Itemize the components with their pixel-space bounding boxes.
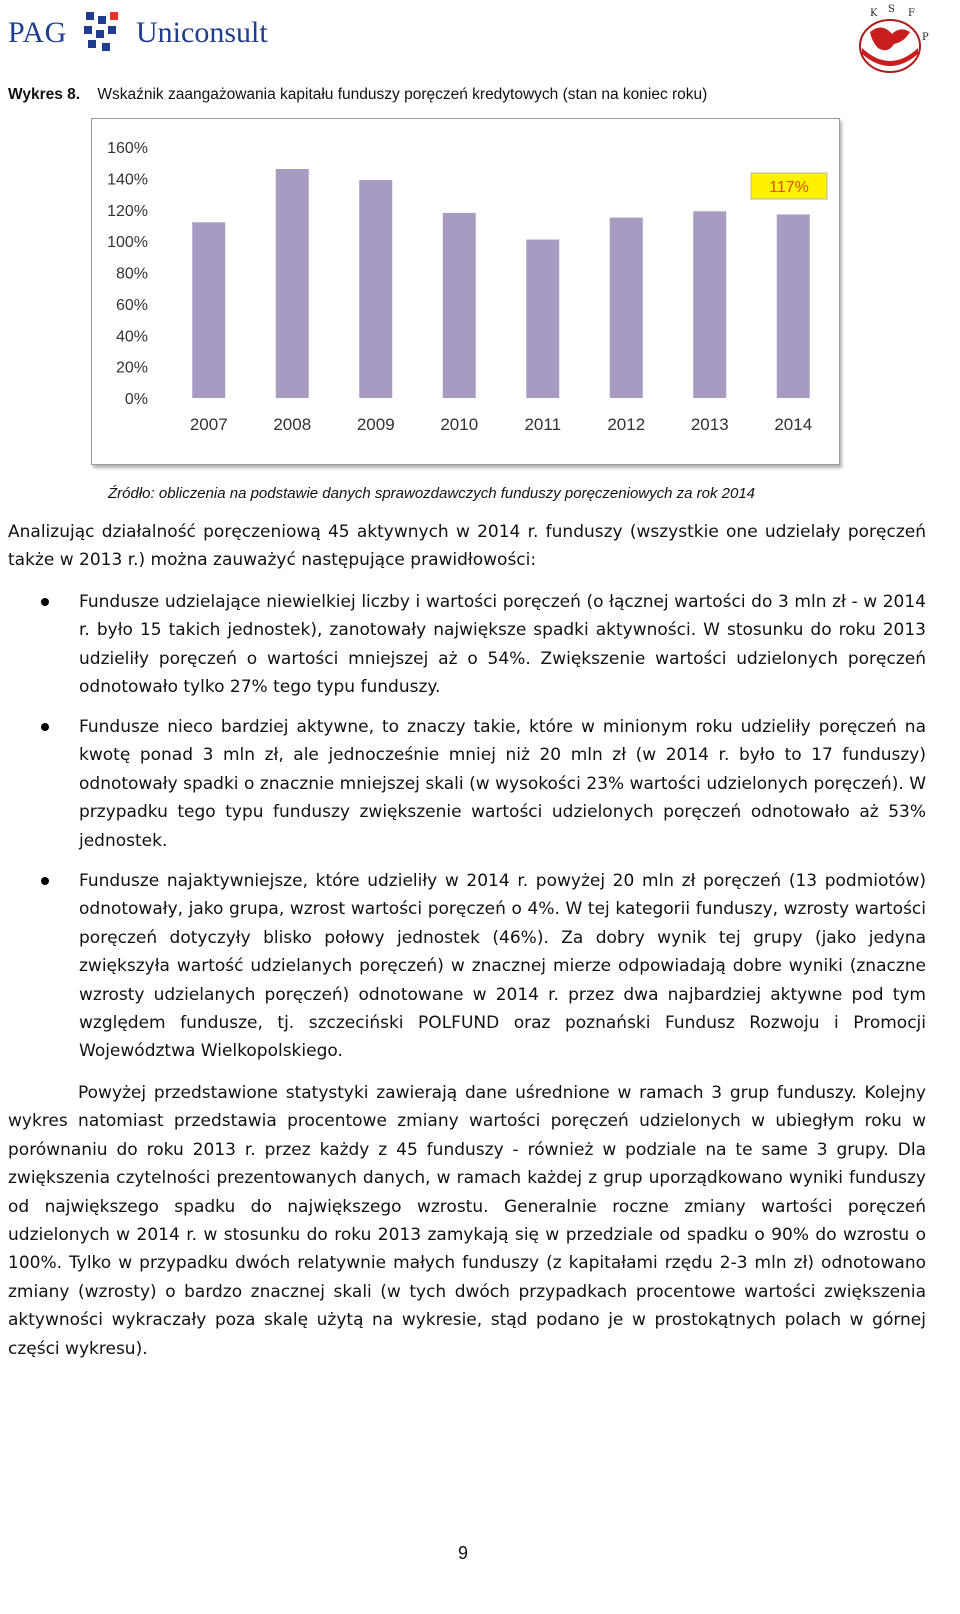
intro-paragraph: Analizując działalność poręczeniową 45 aktywnych w 2014 r. funduszy (wszystkie one udzielały poręczeń także w 2013 r.) można zauważyć następujące prawidłowości: xyxy=(8,522,926,571)
page-number: 9 xyxy=(458,1543,469,1563)
bar-2010 xyxy=(443,213,476,398)
y-tick-label: 60% xyxy=(115,296,148,314)
chart-caption xyxy=(8,86,707,104)
svg-text:S: S xyxy=(888,4,895,15)
logo-pag-text: PAG xyxy=(8,16,67,49)
y-tick-label: 0% xyxy=(124,391,148,408)
svg-text:K: K xyxy=(870,8,878,19)
ksfp-logo xyxy=(848,4,932,76)
y-tick-label: 140% xyxy=(107,171,148,189)
logo-uniconsult-text: Uniconsult xyxy=(136,16,268,49)
bar-2009 xyxy=(359,180,392,398)
x-tick-label: 2008 xyxy=(273,415,312,434)
callout-label: 117% xyxy=(769,179,809,196)
bar-2011 xyxy=(526,240,559,398)
x-tick-label: 2012 xyxy=(607,415,646,434)
bullet-item: Fundusze najaktywniejsze, które udzieliły w 2014 r. powyżej 20 mln zł poręczeń (13 podmiotów) odnotowały, jako grupa, wzrost wartości poręczeń o 4%. W tej kategorii funduszy, wzrosty wartości poręczeń dotyczyły blisko połowy jednostek (46%). Za dobry wynik tej grupy (jako jedyna zwiększyła wartość udzielanych poręczeń) w znacznej mierze odpowiadają dobre wyniki (znaczne wzrosty udzielanych poręczeń) odnotowane w 2014 r. przez dwa najbardziej aktywne pod tym względem fundusze, tj. szczeciński POLFUND oraz poznański Fundusz Rozwoju i Promocji Województwa Wielkopolskiego. xyxy=(79,871,926,1062)
value-callout xyxy=(751,173,827,199)
bar-chart-svg xyxy=(92,119,839,464)
closing-paragraph: Powyżej przedstawione statystyki zawierają dane uśrednione w ramach 3 grup funduszy. Kolejny wykres natomiast przedstawia procentowe zmiany wartości poręczeń udzielonych w ubiegłym roku w porównaniu do roku 2013 r. przez każdy z 45 funduszy - również w podziale na te same 3 grupy. Dla zwiększenia czytelności prezentowanych danych, w ramach każdej z grup uporządkowano wyniki funduszy od największego spadku do największego wzrostu. Generalnie roczne zmiany wartości poręczeń udzielonych w 2014 r. w stosunku do roku 2013 zamykają się w przedziale od spadku o 90% do wzrostu o 100%. Tylko w przypadku dwóch relatywnie małych funduszy (z kapitałami rzędu 2-3 mln zł) odnotowano zmiany (wzrosty) o bardzo znacznej skali (w tych dwóch przypadkach procentowe wartości zwiększenia aktywności wykraczały poza skalę użytą na wykresie, stąd podano je w prostokątnych polach w górnej części wykresu). xyxy=(8,1083,926,1359)
bullet-marker xyxy=(41,723,49,731)
bar-2014 xyxy=(777,214,810,398)
x-tick-label: 2011 xyxy=(524,415,562,434)
svg-text:F: F xyxy=(908,8,915,19)
chart-caption-label: Wykres 8. xyxy=(8,86,81,103)
pag-uniconsult-logo xyxy=(8,4,278,54)
bar-2008 xyxy=(276,169,309,398)
bar-chart xyxy=(91,118,840,465)
x-tick-label: 2014 xyxy=(774,415,813,434)
y-tick-label: 80% xyxy=(115,265,148,283)
bar-2012 xyxy=(610,218,643,398)
chart-caption-title: Wskaźnik zaangażowania kapitału funduszy poręczeń kredytowych (stan na koniec roku) xyxy=(97,86,708,103)
y-tick-label: 40% xyxy=(115,328,148,346)
ksfp-emblem-icon xyxy=(848,4,932,76)
bar-2013 xyxy=(693,211,726,398)
y-tick-label: 100% xyxy=(107,234,148,252)
logo-dots-icon xyxy=(82,10,128,54)
x-tick-label: 2007 xyxy=(189,415,228,434)
bar-2007 xyxy=(192,222,225,398)
bullet-item: Fundusze udzielające niewielkiej liczby i wartości poręczeń (o łącznej wartości do 3 mln zł - w 2014 r. było 15 takich jednostek), zanotowały największe spadki aktywności. W stosunku do roku 2013 udzieliły poręczeń o wartości mniejszej aż o 54%. Zwiększenie wartości udzielonych poręczeń odnotowało tylko 27% tego typu funduszy. xyxy=(79,592,926,698)
bullet-marker xyxy=(41,877,49,885)
x-tick-label: 2010 xyxy=(440,415,479,434)
x-tick-label: 2009 xyxy=(356,415,395,434)
bullet-item: Fundusze nieco bardziej aktywne, to znaczy takie, które w minionym roku udzieliły poręczeń na kwotę ponad 3 mln zł, ale jednocześnie mniej niż 20 mln zł (w 2014 r. było to 17 funduszy) odnotowały spadki o znacznie mniejszej skali (w wysokości 23% wartości udzielonych poręczeń). W przypadku tego typu funduszy zwiększenie wartości udzielonych poręczeń odnotowało aż 53% jednostek. xyxy=(79,717,926,851)
chart-source: Źródło: obliczenia na podstawie danych sprawozdawczych funduszy poręczeniowych za rok 2014 xyxy=(108,485,756,502)
svg-text:P: P xyxy=(922,32,929,43)
y-tick-label: 20% xyxy=(115,359,148,377)
y-tick-label: 120% xyxy=(107,202,148,220)
bullet-marker xyxy=(41,598,49,606)
x-tick-label: 2013 xyxy=(690,415,729,434)
y-tick-label: 160% xyxy=(107,140,148,157)
